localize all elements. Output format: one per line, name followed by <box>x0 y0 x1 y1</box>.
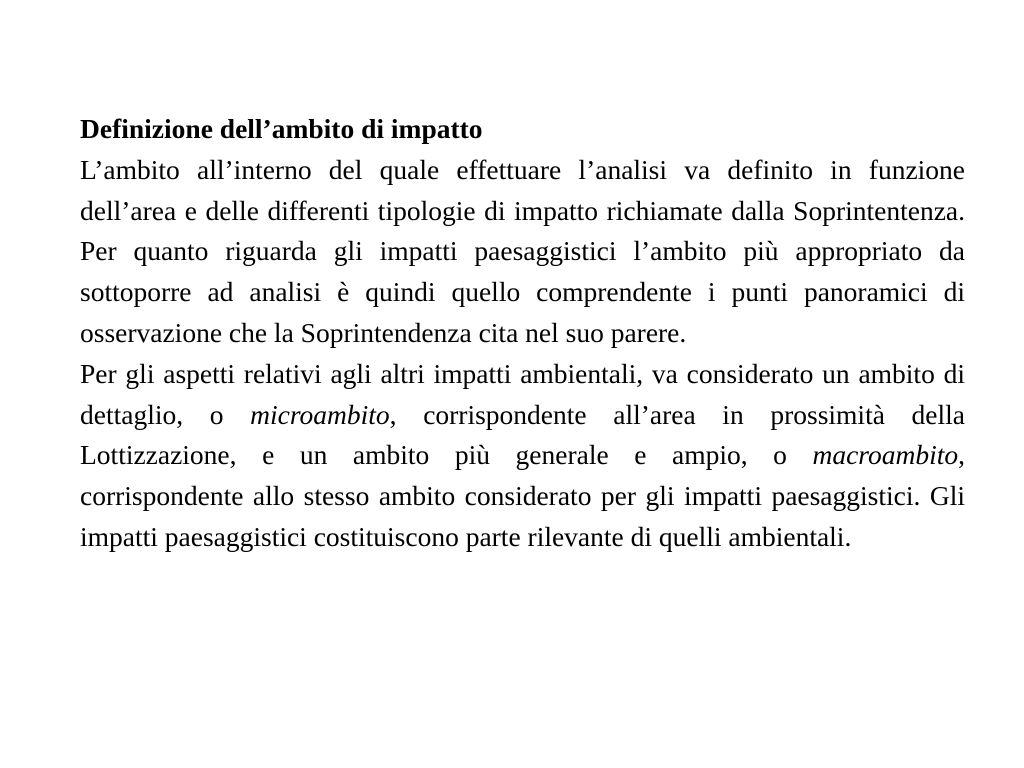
paragraph-2-part-3: , corrispondente allo stesso ambito considerato per gli impatti paesaggistici. Gli impatti paesaggistici costituiscono parte rilevante di quelli ambientali. <box>80 439 965 552</box>
paragraph-2 <box>80 354 965 558</box>
term-microambito: microambito <box>250 398 390 430</box>
paragraph-2-part-1: Per gli aspetti relativi agli altri impatti ambientali, va considerato un ambito di dettaglio, o <box>80 357 965 430</box>
text-block <box>80 109 965 558</box>
paragraph-2-part-2: , corrispondente all’area in prossimità della Lottizzazione, e un ambito più generale e ampio, o <box>80 398 965 471</box>
paragraph-1: L’ambito all’interno del quale effettuare l’analisi va definito in funzione dell’area e delle differenti tipologie di impatto richiamate dalla Soprintentenza. Per quanto riguarda gli impatti paesaggistici l’ambito più appropriato da sottoporre ad analisi è quindi quello comprendente i punti panoramici di osservazione che la Soprintendenza cita nel suo parere. <box>80 153 965 348</box>
term-macroambito: macroambito <box>812 439 959 471</box>
section-heading: Definizione dell’ambito di impatto <box>80 113 483 144</box>
